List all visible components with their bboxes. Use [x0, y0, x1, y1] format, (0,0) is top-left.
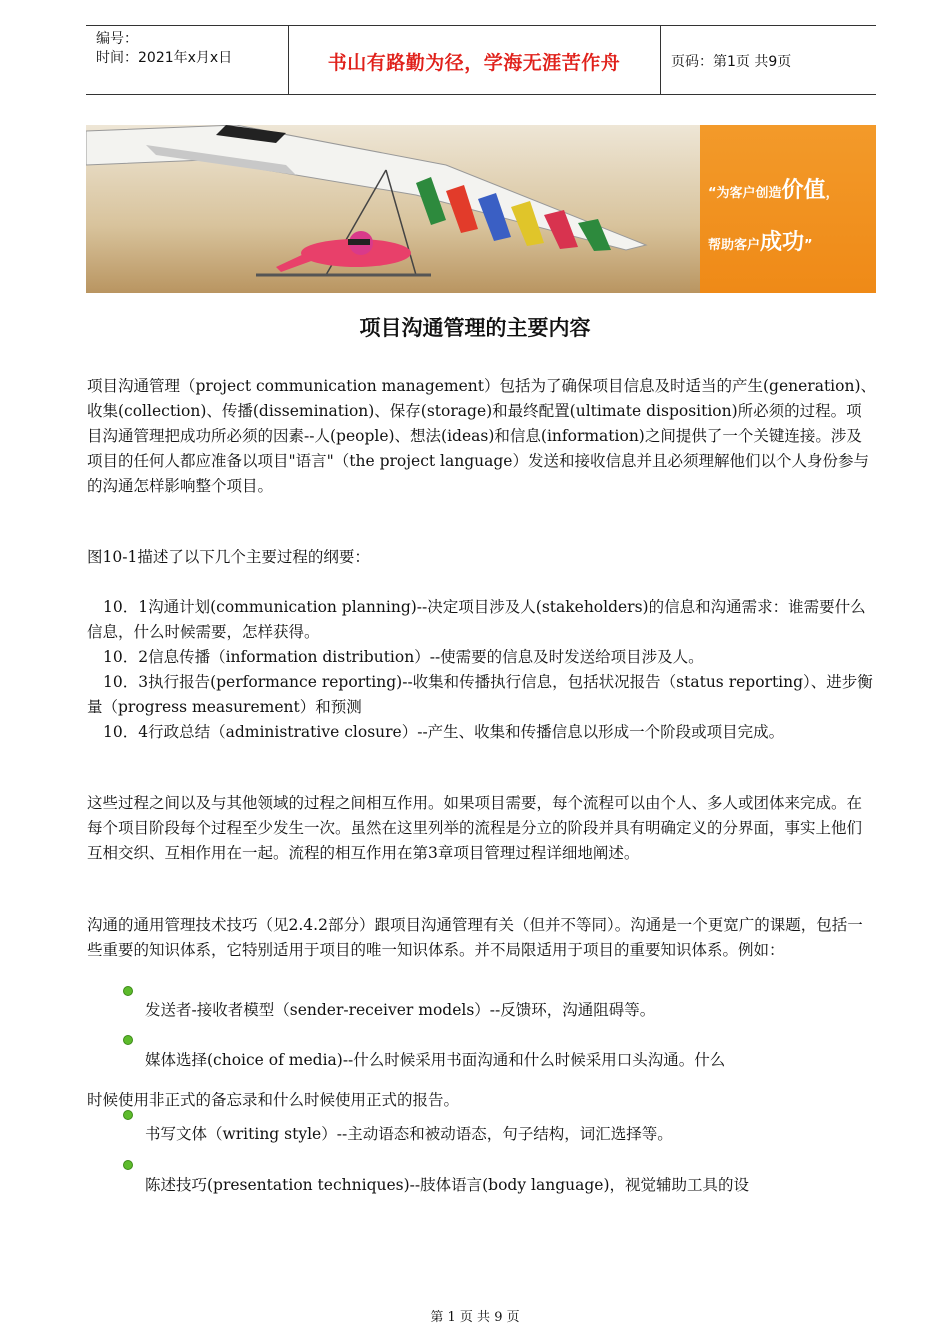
header-motto-cell	[288, 26, 661, 94]
document-time-label: 时间：2021年x月x日	[96, 50, 233, 66]
slogan1-prefix: “为客户创造	[708, 186, 782, 201]
process-list	[87, 595, 877, 745]
hang-glider-illustration	[86, 125, 700, 293]
slogan1-suffix: ，	[825, 186, 839, 201]
banner-slogan-panel	[700, 125, 876, 293]
header-meta-cell	[86, 26, 289, 94]
bullet-icon	[123, 1035, 133, 1045]
process-item: 10．2信息传播（information distribution）--使需要的信息及时发送给项目涉及人。	[103, 648, 704, 666]
interaction-paragraph	[87, 791, 877, 866]
bullet-icon	[123, 1110, 133, 1120]
outline-intro-paragraph	[87, 545, 877, 570]
page-header	[86, 25, 876, 95]
header-motto: 书山有路勤为径，学海无涯苦作舟	[327, 52, 621, 74]
header-page-info: 页码：第1页 共9页	[671, 54, 792, 70]
slogan2-suffix: ”	[804, 238, 813, 253]
bullet-icon	[123, 1160, 133, 1170]
banner-slogan-line1	[708, 173, 839, 204]
bullet-item: 发送者-接收者模型（sender-receiver models）--反馈环，沟通阻碍等。	[145, 1001, 656, 1019]
bullet-item: 陈述技巧(presentation techniques)--肢体语言(body language)，视觉辅助工具的设	[145, 1176, 749, 1194]
slogan1-emphasis: 价值	[781, 178, 826, 203]
paragraph-text: 项目沟通管理（project communication management）包括为了确保项目信息及时适当的产生(generation)、收集(collection)、传播(dissemination)、保存(storage)和最终配置(ultimate disposition)所必须的过程。项目沟通管理把成功所必须的因素--人(people)、想法(ideas)和信息(information)之间提供了一个关键连接。涉及项目的任何人都应准备以项目"语言"（the project language）发送和接收信息并且必须理解他们以个人身份参与的沟通怎样影响整个项目。	[87, 377, 876, 495]
paragraph-text: 沟通的通用管理技术技巧（见2.4.2部分）跟项目沟通管理有关（但并不等同）。沟通是一个更宽广的课题，包括一些重要的知识体系，它特别适用于项目的唯一知识体系。并不局限适用于项目的重要知识体系。例如：	[87, 916, 863, 959]
bullet-icon	[123, 986, 133, 996]
bullet-item: 书写文体（writing style）--主动语态和被动语态，句子结构，词汇选择等。	[145, 1125, 673, 1143]
banner-slogan-line2	[708, 225, 813, 256]
page-footer: 第 1 页 共 9 页	[430, 1310, 520, 1325]
bullet-item: 媒体选择(choice of media)--什么时候采用书面沟通和什么时候采用口头沟通。什么	[145, 1051, 726, 1069]
process-item: 10．3执行报告(performance reporting)--收集和传播执行信息，包括状况报告（status reporting）、进步衡量（progress measurement）和预测	[87, 673, 873, 716]
hang-glider-banner	[86, 125, 876, 293]
process-item: 10．4行政总结（administrative closure）--产生、收集和传播信息以形成一个阶段或项目完成。	[103, 723, 785, 741]
header-page-cell	[661, 26, 876, 94]
bullet-item-continuation: 时候使用非正式的备忘录和什么时候使用正式的报告。	[87, 1091, 460, 1109]
banner-photo	[86, 125, 700, 293]
document-number-label: 编号：	[96, 31, 138, 47]
slogan2-prefix: 帮助客户	[708, 238, 761, 253]
general-management-paragraph	[87, 913, 877, 963]
intro-paragraph	[87, 374, 877, 499]
paragraph-text: 图10-1描述了以下几个主要过程的纲要：	[87, 548, 370, 566]
slogan2-emphasis: 成功	[760, 230, 805, 255]
document-title: 项目沟通管理的主要内容	[359, 316, 591, 340]
process-item: 10．1沟通计划(communication planning)--决定项目涉及人(stakeholders)的信息和沟通需求：谁需要什么信息，什么时候需要，怎样获得。	[87, 598, 866, 641]
paragraph-text: 这些过程之间以及与其他领域的过程之间相互作用。如果项目需要，每个流程可以由个人、多人或团体来完成。在每个项目阶段每个过程至少发生一次。虽然在这里列举的流程是分立的阶段并具有明确定义的分界面，事实上他们互相交织、互相作用在一起。流程的相互作用在第3章项目管理过程详细地阐述。	[87, 794, 863, 862]
